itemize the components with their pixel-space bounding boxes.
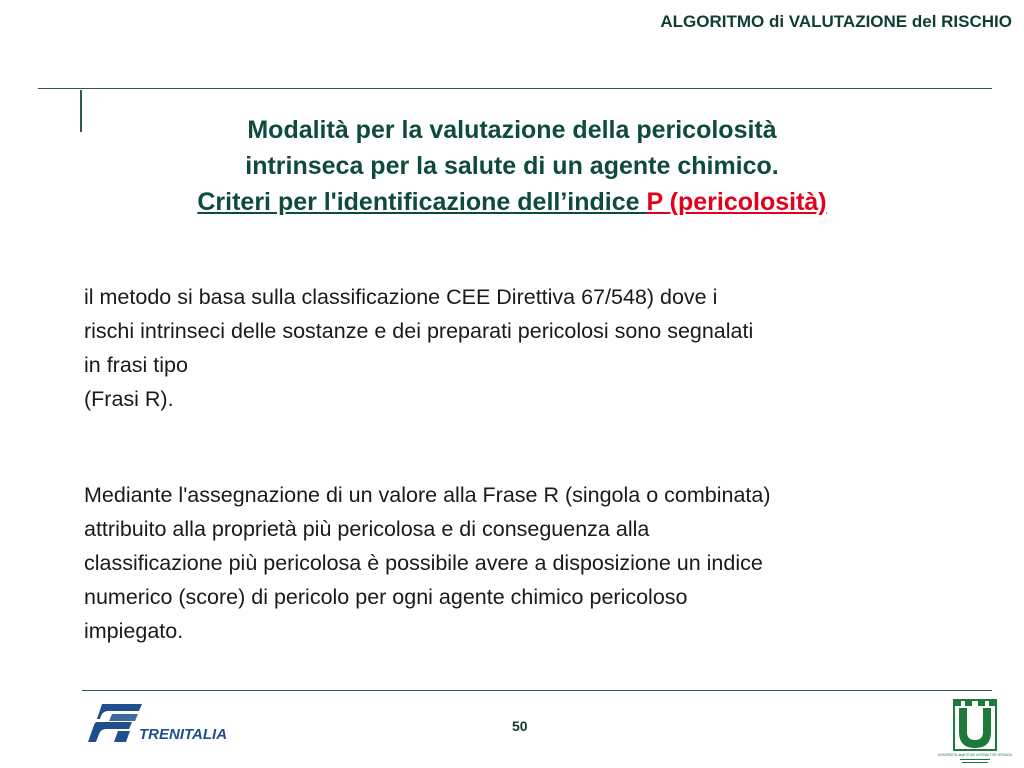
bottom-divider xyxy=(82,690,992,691)
page-number: 50 xyxy=(512,718,528,734)
title-subtitle-highlight: P (pericolosità) xyxy=(646,188,827,216)
paragraph-2-line: attribuito alla proprietà più pericolosa e di conseguenza alla xyxy=(84,517,650,541)
paragraph-2-line: numerico (score) di pericolo per ogni agente chimico pericoloso xyxy=(84,585,688,609)
title-line-1: Modalità per la valutazione della pericolosità xyxy=(247,116,777,144)
trenitalia-logo-text: TRENITALIA xyxy=(139,726,228,743)
paragraph-2-line: classificazione più pericolosa è possibile avere a disposizione un indice xyxy=(84,551,763,575)
paragraph-2 xyxy=(84,478,1004,648)
title-line-2: intrinseca per la salute di un agente chimico. xyxy=(245,152,779,180)
top-divider-tick xyxy=(80,90,82,132)
title-line-3 xyxy=(100,184,924,220)
paragraph-1-line: in frasi tipo xyxy=(84,353,188,377)
title-subtitle: Criteri per l'identificazione dell’indice xyxy=(197,188,647,216)
paragraph-1-line: rischi intrinseci delle sostanze e dei preparati pericolosi sono segnalati xyxy=(84,319,754,343)
slide-title xyxy=(100,112,924,220)
university-logo-text: UNIVERSITÀ degli STUDI di ROMA TOR VERGATA xyxy=(938,753,1012,757)
university-crest-logo xyxy=(938,698,1012,766)
paragraph-2-line: Mediante l'assegnazione di un valore alla Frase R (singola o combinata) xyxy=(84,483,771,507)
paragraph-2-line: impiegato. xyxy=(84,619,184,643)
header-title: ALGORITMO di VALUTAZIONE del RISCHIO xyxy=(660,12,1012,31)
paragraph-1-line: il metodo si basa sulla classificazione CEE Direttiva 67/548) dove i xyxy=(84,285,718,309)
trenitalia-logo xyxy=(84,698,256,748)
paragraph-1-line: (Frasi R). xyxy=(84,387,174,411)
paragraph-1 xyxy=(84,280,1004,416)
top-divider xyxy=(38,88,992,89)
